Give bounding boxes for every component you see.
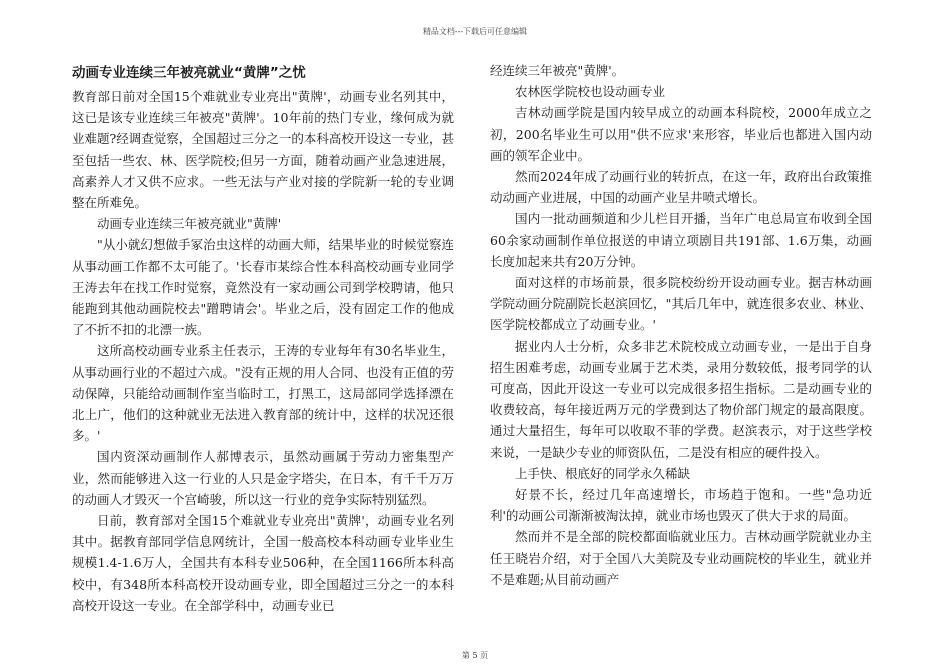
right-column [490,60,872,590]
section-heading: 动画专业连续三年被亮就业"黄牌' [97,216,282,232]
left-column [72,60,454,616]
section-heading: 上手快、根底好的同学永久稀缺 [515,465,691,481]
paragraph: 这所高校动画专业系主任表示，王涛的专业每年有30名毕业生，从事动画行业的不超过六成。"没有正规的用人合同、也没有正值的劳动保障，只能给动画制作室当临时工，打黑工，这局部同学选择漂在北上广，他们的这种就业无法进入教育部的统计中，这样的状况还很多。' [72,343,454,444]
paragraph: "从小就幻想做手冢治虫这样的动画大师，结果毕业的时候觉察连从事动画工作都不太可能了。'长春市某综合性本科高校动画专业同学王涛去年在找工作时觉察，竟然没有一家动画公司到学校聘请，他只能跑到其他动画院校去"蹭聘请会'。毕业之后，没有固定工作的他成了不折不扣的北漂一族。 [72,237,454,338]
paragraph: 经连续三年被亮"黄牌'。 [490,63,625,78]
page-number: 第 5 页 [461,651,489,660]
paragraph: 据业内人士分析，众多非艺术院校成立动画专业，一是出于自身招生困难考虑，动画专业属于艺术类，录用分数较低，报考同学的认可度高，因此开设这一专业可以完成很多招生指标。二是动画专业的收费较高，每年接近两万元的学费到达了物价部门规定的最高限度。通过大量招生，每年可以收取不菲的学费。赵滨表示，对于这些学校来说，一是缺少专业的师资队伍，二是没有相应的硬件投入。 [490,338,872,460]
paragraph: 吉林动画学院是国内较早成立的动画本科院校，2000年成立之初，200名毕业生可以用"供不应求'来形容，毕业后也都进入国内动画的领军企业中。 [490,105,872,163]
paragraph: 国内一批动画频道和少儿栏目开播，当年广电总局宣布收到全国60余家动画制作单位报送的申请立项剧目共191部、1.6万集，动画长度加起来共有20万分钟。 [490,211,872,269]
paragraph: 面对这样的市场前景，很多院校纷纷开设动画专业。据吉林动画学院动画分院副院长赵滨回忆，"其后几年中，就连很多农业、林业、医学院校都成立了动画专业。' [490,275,872,333]
paragraph: 教育部日前对全国15个难就业专业亮出"黄牌'，动画专业名列其中，这已是该专业连续三年被亮"黄牌'。10年前的热门专业，缘何成为就业难题?经调查觉察，全国超过三分之一的本科高校开设这一专业，甚至包括一些农、林、医学院校;但另一方面，随着动画产业急速进展，高素养人才又供不应求。一些无法与产业对接的学院新一轮的专业调整在所难免。 [72,89,454,211]
article-title: 动画专业连续三年被亮就业“黄牌”之忧 [72,65,306,81]
section-heading: 农林医学院校也设动画专业 [515,84,666,100]
paragraph: 然而并不是全部的院校都面临就业压力。吉林动画学院就业办主任王晓岩介绍，对于全国八大美院及专业动画院校的毕业生，就业并不是难题;从目前动画产 [490,529,872,587]
paragraph: 然而2024年成了动画行业的转折点，在这一年，政府出台政策推动动画产业进展，中国的动画产业呈井喷式增长。 [490,169,872,206]
paragraph: 日前，教育部对全国15个难就业专业亮出"黄牌'，动画专业名列其中。据教育部同学信息网统计，全国一般高校本科动画专业毕业生规模1.4-1.6万人，全国共有本科专业506种，在全国1166所本科高校中，有348所本科高校开设动画专业，即全国超过三分之一的本科高校开设这一专业。在全部学科中，动画专业已 [72,513,454,613]
paragraph: 国内资深动画制作人郝博表示，虽然动画属于劳动力密集型产业，然而能够进入这一行业的人只是金字塔尖，在日本，有千千万万的动画人才毁灭一个宫崎骏，所以这一行业的竞争实际特别猛烈。 [72,449,454,507]
page-header: 精品文档---下载后可任意编辑 [422,27,528,36]
paragraph: 好景不长，经过几年高速增长，市场趋于饱和。一些"急功近利'的动画公司渐渐被淘汰掉，就业市场也毁灭了供大于求的局面。 [490,487,872,524]
